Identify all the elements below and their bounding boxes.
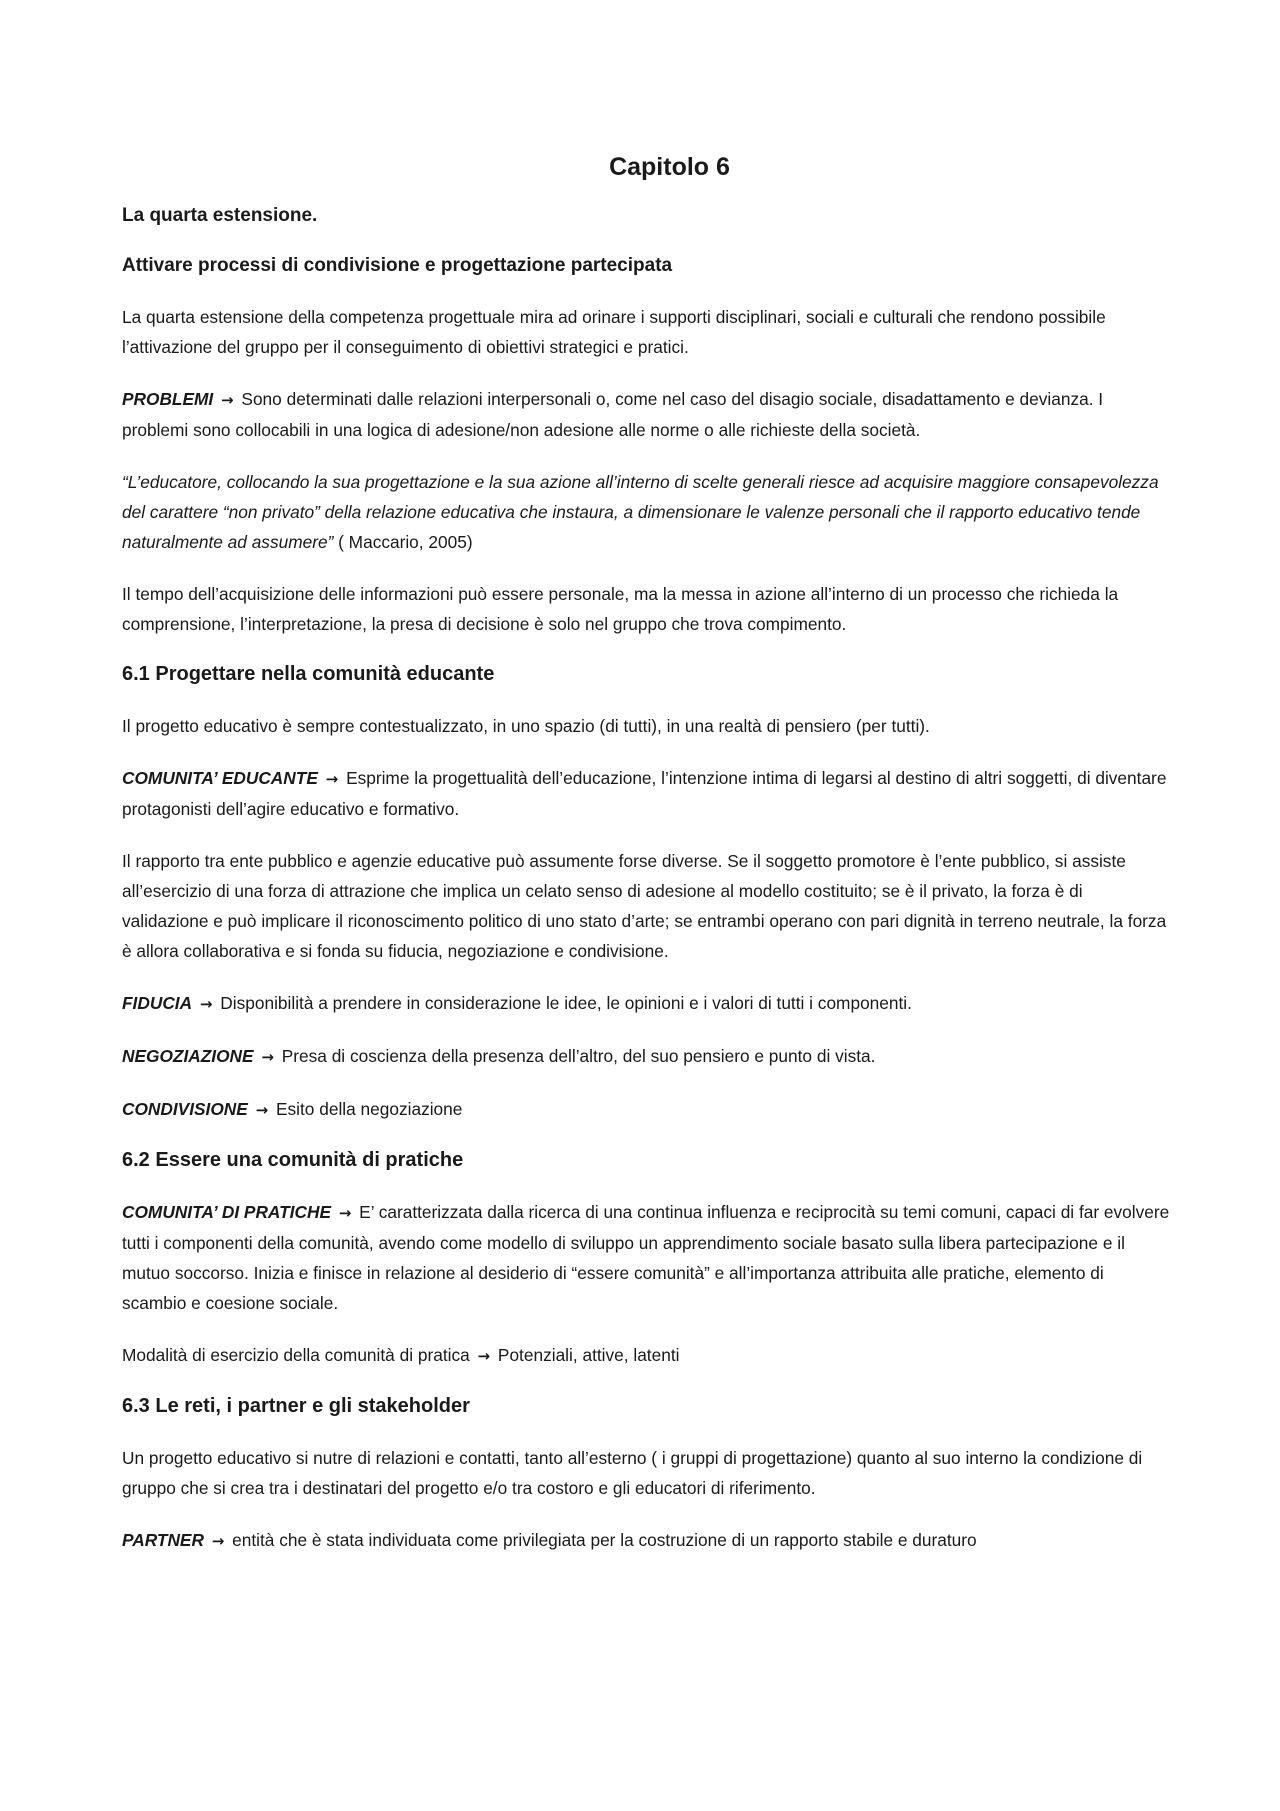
arrow-right-icon: → bbox=[199, 995, 213, 1013]
section-heading-6-2: 6.2 Essere una comunità di pratiche bbox=[122, 1149, 464, 1171]
section-6-3-paragraph-1: Un progetto educativo si nutre di relazioni e contatti, tanto all’esterno ( i gruppi di progettazione) quanto al suo interno la condizione di gruppo che si crea tra i destinatari del progetto e/o tra costoro e gli educatori di riferimento. bbox=[122, 1448, 1143, 1498]
definition-comunita-educante bbox=[122, 763, 1172, 824]
term-fiducia: FIDUCIA bbox=[122, 993, 193, 1013]
arrow-right-icon: → bbox=[221, 391, 234, 409]
term-comunita-educante: COMUNITA’ EDUCANTE bbox=[122, 768, 318, 788]
quote-citation: ( Maccario, 2005) bbox=[333, 532, 473, 552]
definition-text: Esito della negoziazione bbox=[276, 1099, 463, 1119]
term-problemi: PROBLEMI bbox=[122, 389, 214, 409]
term-partner: PARTNER bbox=[122, 1530, 204, 1550]
definition-condivisione bbox=[122, 1094, 1172, 1125]
tempo-paragraph: Il tempo dell’acquisizione delle informazioni può essere personale, ma la messa in azione all’interno di un processo che richieda la comprensione, l’interpretazione, la presa di decisione è solo nel gruppo che trova compimento. bbox=[122, 584, 1119, 634]
modalita-lead: Modalità di esercizio della comunità di pratica bbox=[122, 1345, 470, 1365]
quote-text: “L’educatore, collocando la sua progettazione e la sua azione all’interno di scelte generali riesce ad acquisire maggiore consapevolezza del carattere “non privato” della relazione educativa che instaura, a dimensionare le valenze personali che il rapporto educativo tende naturalmente ad assumere” bbox=[122, 472, 1159, 552]
arrow-right-icon: → bbox=[325, 770, 339, 788]
document-page bbox=[122, 150, 1172, 1578]
section-subtitle-activate: Attivare processi di condivisione e progettazione partecipata bbox=[122, 255, 673, 276]
definition-text: entità che è stata individuata come privilegiata per la costruzione di un rapporto stabile e duraturo bbox=[232, 1530, 977, 1550]
arrow-right-icon: → bbox=[255, 1101, 269, 1119]
definition-text: Sono determinati dalle relazioni interpersonali o, come nel caso del disagio sociale, disadattamento e devianza. I problemi sono collocabili in una logica di adesione/non adesione alle norme o alle richieste della società. bbox=[122, 389, 1104, 440]
term-comunita-pratiche: COMUNITA’ DI PRATICHE bbox=[122, 1202, 331, 1222]
definition-text: Esprime la progettualità dell’educazione, l’intenzione intima di legarsi al destino di altri soggetti, di diventare protagonisti dell’agire educativo e formativo. bbox=[122, 768, 1167, 819]
section-6-1-paragraph-2: Il rapporto tra ente pubblico e agenzie educative può assumente forse diverse. Se il soggetto promotore è l’ente pubblico, si assiste all’esercizio di una forza di attrazione che implica un celato senso di adesione al modello costituito; se è il privato, la forza è di validazione e può implicare il riconoscimento politico di uno stato d’arte; se entrambi operano con pari dignità in terreno neutrale, la forza è allora collaborativa e si fonda su fiducia, negoziazione e condivisione. bbox=[122, 851, 1167, 961]
definition-text: E’ caratterizzata dalla ricerca di una continua influenza e reciprocità su temi comuni, capaci di far evolvere tutti i componenti della comunità, avendo come modello di sviluppo un apprendimento sociale basato sulla libera partecipazione e il mutuo soccorso. Inizia e finisce in relazione al desiderio di “essere comunità” e all’importanza attribuita alle pratiche, elemento di scambio e coesione sociale. bbox=[122, 1202, 1170, 1313]
arrow-right-icon: → bbox=[261, 1048, 274, 1066]
term-condivisione: CONDIVISIONE bbox=[122, 1099, 248, 1119]
section-heading-6-3: 6.3 Le reti, i partner e gli stakeholder bbox=[122, 1395, 470, 1417]
section-heading-6-1: 6.1 Progettare nella comunità educante bbox=[122, 663, 495, 685]
definition-text: Disponibilità a prendere in considerazione le idee, le opinioni e i valori di tutti i componenti. bbox=[220, 993, 912, 1013]
intro-paragraph: La quarta estensione della competenza progettuale mira ad orinare i supporti disciplinari, sociali e culturali che rendono possibile l’attivazione del gruppo per il conseguimento di obiettivi strategici e pratici. bbox=[122, 307, 1106, 357]
definition-problemi bbox=[122, 384, 1172, 445]
definition-partner bbox=[122, 1525, 1172, 1556]
definition-fiducia bbox=[122, 988, 1172, 1019]
arrow-right-icon: → bbox=[338, 1204, 352, 1222]
definition-text: Presa di coscienza della presenza dell’altro, del suo pensiero e punto di vista. bbox=[281, 1046, 876, 1066]
section-subtitle-extension: La quarta estensione. bbox=[122, 205, 318, 226]
arrow-right-icon: → bbox=[211, 1532, 225, 1550]
arrow-right-icon: → bbox=[477, 1347, 491, 1365]
definition-comunita-pratiche bbox=[122, 1197, 1172, 1318]
section-6-1-paragraph-1: Il progetto educativo è sempre contestualizzato, in uno spazio (di tutti), in una realtà di pensiero (per tutti). bbox=[122, 716, 930, 736]
modalita-paragraph bbox=[122, 1340, 1172, 1371]
definition-negoziazione bbox=[122, 1041, 1172, 1072]
chapter-title: Capitolo 6 bbox=[609, 153, 730, 181]
quote-paragraph bbox=[122, 467, 1172, 557]
term-negoziazione: NEGOZIAZIONE bbox=[122, 1046, 254, 1066]
modalita-text: Potenziali, attive, latenti bbox=[497, 1345, 680, 1365]
